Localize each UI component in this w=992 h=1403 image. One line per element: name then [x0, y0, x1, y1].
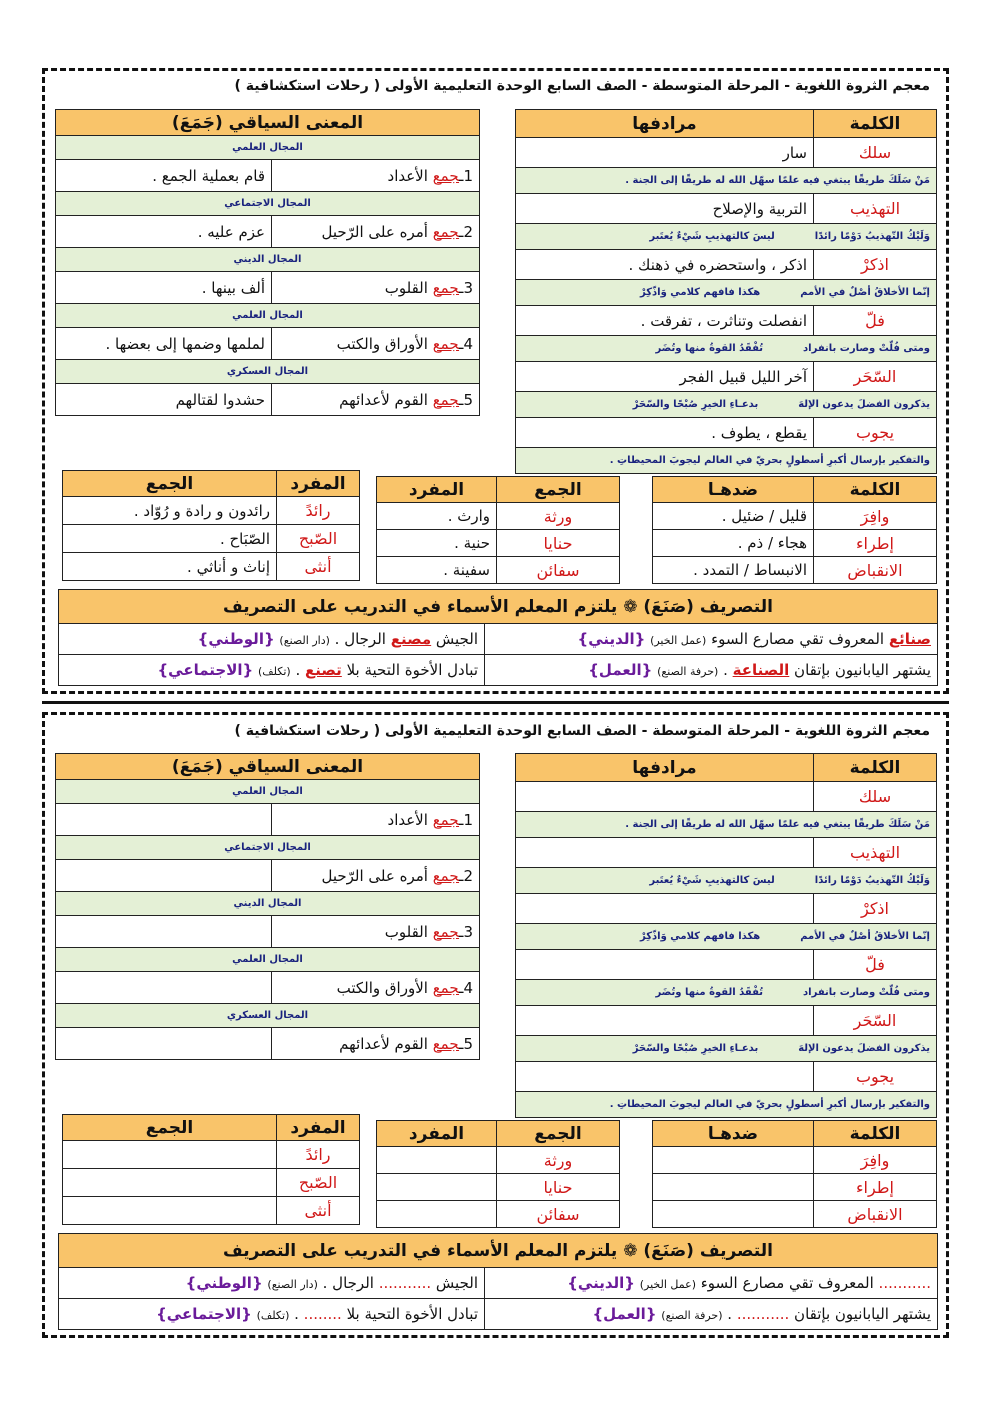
col-plural: الجمع: [497, 1121, 620, 1147]
quote-line: [516, 280, 937, 306]
synonym-cell: اذكر ، واستحضره في ذهنك .: [516, 250, 814, 280]
col-singular: المفرد: [377, 477, 497, 503]
quote-text: ومتى فُلّتْ وصارت بانفراد: [803, 987, 930, 998]
usage-phrase: الأعداد: [387, 810, 428, 829]
synonym-answer-blank[interactable]: [516, 782, 814, 812]
singular-cell: حنية .: [377, 530, 497, 557]
vocab-word: فلّ: [814, 950, 937, 980]
vocab-word: ورثة: [497, 503, 620, 530]
field-tag: {العمل}: [588, 661, 653, 679]
field-label: المجال الاجتماعي: [56, 192, 480, 216]
usage-verb: جمع: [432, 390, 460, 409]
plural-answer-blank[interactable]: [63, 1169, 277, 1197]
singular-answer-blank[interactable]: [377, 1174, 497, 1201]
header-paren: ): [234, 723, 241, 739]
field-tag: {الاجتماعي}: [157, 661, 254, 679]
field-tag: {الاجتماعي}: [156, 1305, 252, 1323]
vocab-word: إطراء: [814, 530, 937, 557]
usage-phrase: القلوب: [384, 922, 428, 941]
field-label: المجال العسكري: [56, 360, 480, 384]
contextual-meaning-table: [55, 753, 480, 1060]
usage-verb: جمع: [432, 1034, 460, 1053]
usage-num: 3ـ: [459, 278, 473, 297]
vocab-word: رائدً: [277, 1141, 360, 1169]
sentence-text: يشتهر اليابانيون بإتقان: [789, 1305, 931, 1323]
meaning-cell: عزم عليه .: [56, 216, 272, 248]
antonym-answer-blank[interactable]: [653, 1201, 814, 1228]
col-plural: الجمع: [63, 471, 277, 497]
singular-plural-table: [62, 470, 360, 581]
singular-answer-blank[interactable]: [377, 1147, 497, 1174]
morphology-table: [58, 589, 938, 686]
derived-word: الصناعة: [732, 661, 790, 679]
usage-num: 2ـ: [459, 222, 473, 241]
usage-num: 1ـ: [459, 166, 473, 185]
usage-phrase: الأوراق والكتب: [336, 334, 428, 353]
header-sep: -: [641, 78, 648, 94]
col-plural: الجمع: [63, 1115, 277, 1141]
usage-verb: جمع: [432, 278, 460, 297]
morph-title-b: يلتزم المعلم الأسماء في التدريب على التصريف: [223, 1240, 618, 1261]
vocab-word: ورثة: [497, 1147, 620, 1174]
header-sep: -: [641, 723, 648, 739]
meaning-hint: (تكلف): [257, 665, 291, 678]
field-label: المجال العلمي: [56, 948, 480, 972]
singular-cell: وارث .: [377, 503, 497, 530]
usage-num: 2ـ: [459, 866, 473, 885]
synonyms-table: [515, 753, 937, 1118]
usage-num: 5ـ: [459, 390, 473, 409]
quote-line: [516, 812, 937, 838]
vocab-word: يجوب: [814, 418, 937, 448]
sentence-text: .: [718, 661, 733, 679]
sentence-text: المعروف تقي مصارع السوء: [706, 630, 889, 648]
vocab-word: اذكرْ: [814, 250, 937, 280]
quote-text: يذكرون الفضلَ يدعون الإلهَ: [798, 1043, 930, 1054]
field-label: المجال الاجتماعي: [56, 836, 480, 860]
field-tag: {الديني}: [567, 1274, 635, 1292]
synonym-cell: التربية والإصلاح: [516, 194, 814, 224]
answer-blank[interactable]: ........: [303, 1305, 342, 1323]
plural-singular-table: [376, 476, 620, 584]
meaning-cell: ألف بينها .: [56, 272, 272, 304]
vocab-word: وافِرَ: [814, 1147, 937, 1174]
field-label: المجال العلمي: [56, 780, 480, 804]
plural-answer-blank[interactable]: [63, 1197, 277, 1225]
morph-sentence: [59, 1268, 485, 1299]
field-label: المجال الديني: [56, 248, 480, 272]
morph-title-b: يلتزم المعلم الأسماء في التدريب على التصريف: [223, 596, 618, 617]
quote-text: مَنْ سَلَكَ طريقًا يبتغي فيه علمًا سهّل الله له طريقًا إلى الجنة .: [625, 819, 930, 830]
vocab-word: سفائن: [497, 557, 620, 584]
answer-blank[interactable]: ...........: [878, 1274, 931, 1292]
col-synonym: مرادفها: [516, 110, 814, 138]
vocab-word: التهذيب: [814, 194, 937, 224]
field-label: المجال العسكري: [56, 1004, 480, 1028]
quote-line: [516, 224, 937, 250]
vocab-word: سلك: [814, 138, 937, 168]
quote-text: ليسَ كالتهذيبِ شَيْءٌ يُعتَبر: [649, 231, 775, 242]
field-tag: {العمل}: [592, 1305, 657, 1323]
synonym-answer-blank[interactable]: [516, 838, 814, 868]
usage-num: 4ـ: [459, 978, 473, 997]
header-paren: (: [373, 723, 381, 739]
quote-text: ليسَ كالتهذيبِ شَيْءٌ يُعتَبر: [649, 875, 775, 886]
header-subject: معجم الثروة اللغوية: [794, 78, 930, 94]
synonym-cell: سار: [516, 138, 814, 168]
quote-text: هكذا فافهم كلامي وَاذّكِرْ: [639, 287, 761, 298]
col-synonym: مرادفها: [516, 754, 814, 782]
header-sep: -: [784, 723, 791, 739]
header-stage: المرحلة المتوسطة: [652, 78, 780, 94]
antonym-cell: قليل / ضئيل .: [653, 503, 814, 530]
vocab-word: إطراء: [814, 1174, 937, 1201]
col-plural: الجمع: [497, 477, 620, 503]
usage-cell: [272, 972, 480, 1004]
vocab-word: سلك: [814, 782, 937, 812]
field-tag: {الوطني}: [197, 630, 275, 648]
usage-cell: [272, 804, 480, 836]
col-antonym: ضدهـا: [653, 477, 814, 503]
meaning-cell: قام بعملية الجمع .: [56, 160, 272, 192]
meaning-answer-blank[interactable]: [56, 804, 272, 836]
quote-line: [516, 1092, 937, 1118]
quote-line: [516, 924, 937, 950]
field-label: المجال العلمي: [56, 304, 480, 328]
flower-icon: ❁: [623, 596, 638, 617]
quote-line: [516, 868, 937, 894]
contextual-title: المعنى السياقي (جَمَعَ): [56, 110, 480, 136]
vocab-word: أنثى: [277, 553, 360, 581]
plural-cell: الصّبَاح .: [63, 525, 277, 553]
morph-sentence: [59, 655, 485, 686]
meaning-hint: (دار الصنع): [279, 634, 330, 647]
meaning-hint: (تكلف): [256, 1309, 290, 1322]
usage-phrase: القوم لأعدائهم: [339, 1034, 428, 1053]
synonym-cell: آخر الليل قبيل الفجر: [516, 362, 814, 392]
synonym-cell: انفصلت وتناثرت ، تفرقت .: [516, 306, 814, 336]
usage-cell: [272, 160, 480, 192]
singular-plural-table: [62, 1114, 360, 1225]
quote-line: [516, 448, 937, 474]
quote-text: ومتى فُلّتْ وصارت بانفراد: [803, 343, 930, 354]
contextual-meaning-table: [55, 109, 480, 416]
field-label: المجال العلمي: [56, 136, 480, 160]
header-grade-unit: الصف السابع الوحدة التعليمية الأولى: [384, 78, 637, 94]
quote-text: وَلَيْكُ التّهذيبُ دَوْمًا رائدًا: [814, 875, 930, 886]
synonym-answer-blank[interactable]: [516, 1062, 814, 1092]
usage-phrase: أمره على الرّحيل: [321, 866, 428, 885]
usage-phrase: القوم لأعدائهم: [339, 390, 428, 409]
col-antonym: ضدهـا: [653, 1121, 814, 1147]
plural-cell: إناث و أناثي .: [63, 553, 277, 581]
usage-num: 4ـ: [459, 334, 473, 353]
sentence-text: الرجال .: [329, 630, 391, 648]
usage-verb: جمع: [432, 810, 460, 829]
header-sep: -: [784, 78, 791, 94]
quote-line: [516, 392, 937, 418]
morph-sentence: [485, 1299, 938, 1330]
antonyms-table: [652, 1120, 937, 1228]
synonym-answer-blank[interactable]: [516, 950, 814, 980]
meaning-cell: لملمها وضمها إلى بعضها .: [56, 328, 272, 360]
meaning-hint: (حرفة الصنع): [657, 665, 719, 678]
col-singular: المفرد: [277, 471, 360, 497]
usage-cell: [272, 216, 480, 248]
morphology-title: [59, 590, 938, 624]
contextual-title: المعنى السياقي (جَمَعَ): [56, 754, 480, 780]
sentence-text: .: [289, 1305, 304, 1323]
usage-cell: [272, 384, 480, 416]
header-paren: ): [234, 78, 241, 94]
page-divider: [42, 701, 949, 704]
sentence-text: .: [290, 661, 306, 679]
header-stage: المرحلة المتوسطة: [652, 723, 780, 739]
morph-sentence: [59, 1299, 485, 1330]
header-subject: معجم الثروة اللغوية: [794, 723, 930, 739]
derived-word: صنائع: [888, 630, 931, 648]
vocab-word: الانقباض: [814, 1201, 937, 1228]
usage-verb: جمع: [432, 166, 460, 185]
quote-text: إنّما الأخلاقُ أصْلٌ في الأمم: [800, 287, 930, 298]
field-tag: {الديني}: [577, 630, 646, 648]
quote-text: بدعـاءِ الخيرِ صُبْحًا والسّحَرْ: [632, 1043, 759, 1054]
meaning-answer-blank[interactable]: [56, 916, 272, 948]
header-topic: رحلات استكشافية: [245, 723, 369, 739]
usage-num: 3ـ: [459, 922, 473, 941]
sentence-text: .: [722, 1305, 737, 1323]
vocab-word: الصّبح: [277, 1169, 360, 1197]
usage-phrase: الأعداد: [387, 166, 428, 185]
quote-text: تُفْقَدُ القوةُ منها وتُضَر: [655, 987, 764, 998]
meaning-cell: حشدوا لقتالهم: [56, 384, 272, 416]
synonym-answer-blank[interactable]: [516, 894, 814, 924]
meaning-answer-blank[interactable]: [56, 1028, 272, 1060]
antonym-answer-blank[interactable]: [653, 1147, 814, 1174]
morphology-table: [58, 1233, 938, 1330]
quote-text: هكذا فافهم كلامي وَاذّكِرْ: [639, 931, 761, 942]
vocab-word: حنايا: [497, 530, 620, 557]
page-header: [235, 723, 931, 739]
vocab-word: حنايا: [497, 1174, 620, 1201]
quote-text: مَنْ سَلَكَ طريقًا يبتغي فيه علمًا سهّل الله له طريقًا إلى الجنة .: [625, 175, 930, 186]
plural-singular-table: [376, 1120, 620, 1228]
meaning-hint: (عمل الخير): [650, 634, 707, 647]
antonym-cell: هجاء / ذم .: [653, 530, 814, 557]
col-word: الكلمة: [814, 1121, 937, 1147]
morph-sentence: [59, 624, 485, 655]
usage-cell: [272, 328, 480, 360]
morphology-title: [59, 1234, 938, 1268]
vocab-word: الصّبح: [277, 525, 360, 553]
sentence-text: تبادل الأخوة التحية بلا: [341, 1305, 478, 1323]
vocab-word: السّحَر: [814, 362, 937, 392]
morph-title-a: التصريف (صَنَعَ): [643, 1240, 773, 1261]
antonym-cell: الانبساط / التمدد .: [653, 557, 814, 584]
vocab-word: سفائن: [497, 1201, 620, 1228]
plural-cell: رائدون و رادة و رُوّاد .: [63, 497, 277, 525]
meaning-hint: (دار الصنع): [267, 1278, 318, 1291]
page-header: [235, 78, 931, 94]
col-word: الكلمة: [814, 754, 937, 782]
usage-cell: [272, 272, 480, 304]
morph-sentence: [485, 655, 938, 686]
answer-blank[interactable]: ...........: [378, 1274, 432, 1292]
field-tag: {الوطني}: [185, 1274, 263, 1292]
antonyms-table: [652, 476, 937, 584]
field-label: المجال الديني: [56, 892, 480, 916]
quote-text: بدعـاءِ الخيرِ صُبْحًا والسّحَرْ: [632, 399, 759, 410]
sentence-text: الجيش: [431, 1274, 478, 1292]
quote-text: تُفْقَدُ القوةُ منها وتُضَر: [655, 343, 764, 354]
usage-cell: [272, 1028, 480, 1060]
quote-text: يذكرون الفضلَ يدعون الإلهَ: [798, 399, 930, 410]
synonym-answer-blank[interactable]: [516, 1006, 814, 1036]
quote-text: إنّما الأخلاقُ أصْلٌ في الأمم: [800, 931, 930, 942]
header-paren: (: [373, 78, 381, 94]
vocab-word: فلّ: [814, 306, 937, 336]
usage-verb: جمع: [432, 978, 460, 997]
quote-line: [516, 980, 937, 1006]
sentence-text: تبادل الأخوة التحية بلا: [341, 661, 478, 679]
usage-verb: جمع: [432, 866, 460, 885]
vocab-word: السّحَر: [814, 1006, 937, 1036]
usage-phrase: الأوراق والكتب: [336, 978, 428, 997]
morph-title-a: التصريف (صَنَعَ): [643, 596, 773, 617]
quote-line: [516, 336, 937, 362]
meaning-answer-blank[interactable]: [56, 972, 272, 1004]
quote-line: [516, 1036, 937, 1062]
usage-phrase: أمره على الرّحيل: [321, 222, 428, 241]
usage-cell: [272, 916, 480, 948]
usage-verb: جمع: [432, 334, 460, 353]
flower-icon: ❁: [623, 1240, 638, 1261]
meaning-hint: (حرفة الصنع): [661, 1309, 723, 1322]
vocab-word: أنثى: [277, 1197, 360, 1225]
meaning-hint: (عمل الخير): [639, 1278, 696, 1291]
sentence-text: المعروف تقي مصارع السوء: [695, 1274, 879, 1292]
quote-text: والتفكير بإرسال أكبرِ أسطولٍ بحريّ في العالم ليجوبَ المحيطاتِ .: [609, 455, 930, 466]
usage-num: 5ـ: [459, 1034, 473, 1053]
derived-word: مصنع: [390, 630, 432, 648]
header-grade-unit: الصف السابع الوحدة التعليمية الأولى: [384, 723, 637, 739]
derived-word: تصنع: [305, 661, 342, 679]
sentence-text: الجيش: [431, 630, 478, 648]
answer-blank[interactable]: ...........: [736, 1305, 790, 1323]
col-singular: المفرد: [377, 1121, 497, 1147]
sentence-text: الرجال .: [317, 1274, 379, 1292]
synonym-cell: يقطع ، يطوف .: [516, 418, 814, 448]
sentence-text: يشتهر اليابانيون بإتقان: [789, 661, 931, 679]
singular-answer-blank[interactable]: [377, 1201, 497, 1228]
quote-line: [516, 168, 937, 194]
usage-verb: جمع: [432, 922, 460, 941]
synonyms-table: [515, 109, 937, 474]
quote-text: وَلَيْكُ التّهذيبُ دَوْمًا رائدًا: [814, 231, 930, 242]
col-word: الكلمة: [814, 477, 937, 503]
singular-cell: سفينة .: [377, 557, 497, 584]
vocab-word: التهذيب: [814, 838, 937, 868]
vocab-word: اذكرْ: [814, 894, 937, 924]
antonym-answer-blank[interactable]: [653, 1174, 814, 1201]
usage-num: 1ـ: [459, 810, 473, 829]
vocab-word: وافِرَ: [814, 503, 937, 530]
usage-verb: جمع: [432, 222, 460, 241]
vocab-word: رائدً: [277, 497, 360, 525]
col-singular: المفرد: [277, 1115, 360, 1141]
usage-cell: [272, 860, 480, 892]
plural-answer-blank[interactable]: [63, 1141, 277, 1169]
vocab-word: الانقباض: [814, 557, 937, 584]
vocab-word: يجوب: [814, 1062, 937, 1092]
meaning-answer-blank[interactable]: [56, 860, 272, 892]
header-topic: رحلات استكشافية: [245, 78, 369, 94]
quote-text: والتفكير بإرسال أكبرِ أسطولٍ بحريّ في العالم ليجوبَ المحيطاتِ .: [609, 1099, 930, 1110]
usage-phrase: القلوب: [384, 278, 428, 297]
morph-sentence: [485, 1268, 938, 1299]
morph-sentence: [485, 624, 938, 655]
col-word: الكلمة: [814, 110, 937, 138]
